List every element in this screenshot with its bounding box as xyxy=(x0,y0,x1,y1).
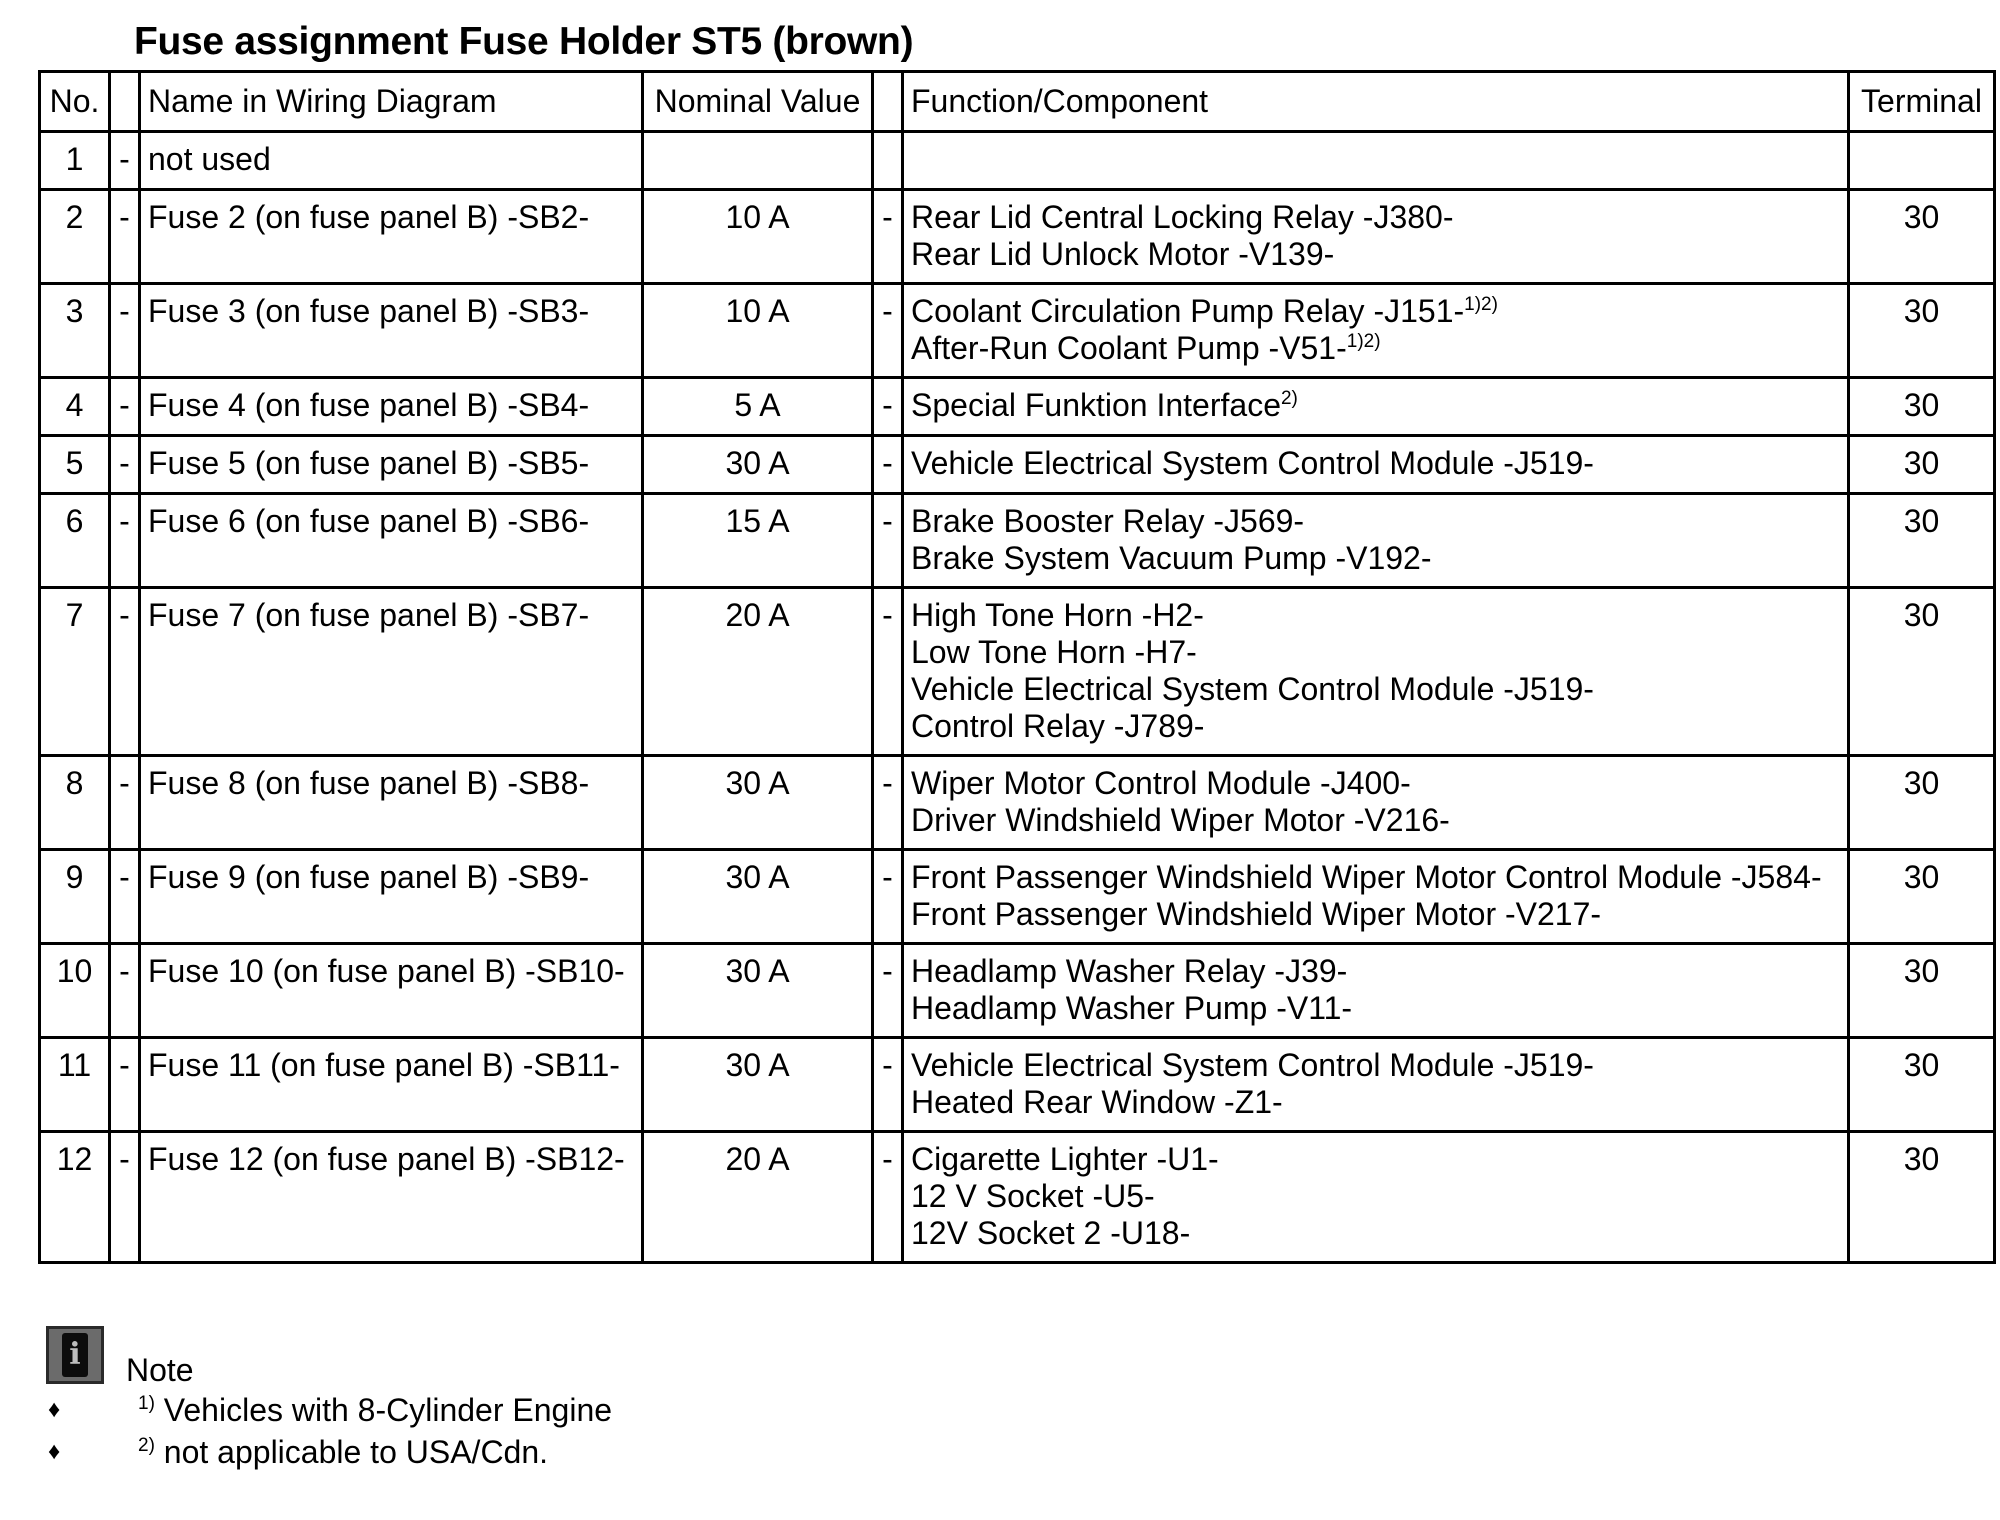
separator-dash-cell: - xyxy=(873,284,903,378)
nominal-value-cell: 30 A xyxy=(643,850,873,944)
fuse-number-cell: 8 xyxy=(40,756,110,850)
function-component-cell xyxy=(903,284,1849,378)
table-row xyxy=(40,1038,1995,1132)
terminal-cell: 30 xyxy=(1849,944,1995,1038)
nominal-value-cell xyxy=(643,132,873,190)
terminal-cell: 30 xyxy=(1849,588,1995,756)
function-component-cell xyxy=(903,132,1849,190)
footnote-marker: 1)2) xyxy=(1464,294,1498,315)
function-line xyxy=(911,708,1840,745)
fuse-number-cell: 10 xyxy=(40,944,110,1038)
wiring-diagram-name-cell: Fuse 3 (on fuse panel B) -SB3- xyxy=(140,284,643,378)
function-text: Brake System Vacuum Pump -V192- xyxy=(911,540,1432,576)
fuse-number-cell: 2 xyxy=(40,190,110,284)
function-line xyxy=(911,896,1840,933)
terminal-cell: 30 xyxy=(1849,494,1995,588)
function-line xyxy=(911,330,1840,367)
info-icon: i xyxy=(46,1326,104,1384)
nominal-value-cell: 5 A xyxy=(643,378,873,436)
fuse-number-cell: 4 xyxy=(40,378,110,436)
separator-dash-cell: - xyxy=(873,850,903,944)
function-line xyxy=(911,1178,1840,1215)
function-text: Front Passenger Windshield Wiper Motor Control Module -J584- xyxy=(911,859,1822,895)
function-line xyxy=(911,953,1840,990)
column-header-terminal: Terminal xyxy=(1849,72,1995,132)
column-header-function: Function/Component xyxy=(903,72,1849,132)
footnote-marker: 1) xyxy=(138,1393,155,1414)
function-text: After-Run Coolant Pump -V51- xyxy=(911,330,1347,366)
separator-dash-cell xyxy=(873,132,903,190)
function-line xyxy=(911,503,1840,540)
separator-dash-cell: - xyxy=(110,436,140,494)
function-text: Wiper Motor Control Module -J400- xyxy=(911,765,1411,801)
nominal-value-cell: 30 A xyxy=(643,436,873,494)
fuse-number-cell: 11 xyxy=(40,1038,110,1132)
function-component-cell xyxy=(903,1038,1849,1132)
terminal-cell: 30 xyxy=(1849,1132,1995,1263)
function-line xyxy=(911,671,1840,708)
table-row xyxy=(40,588,1995,756)
wiring-diagram-name-cell: Fuse 9 (on fuse panel B) -SB9- xyxy=(140,850,643,944)
fuse-number-cell: 12 xyxy=(40,1132,110,1263)
function-line xyxy=(911,859,1840,896)
terminal-cell: 30 xyxy=(1849,190,1995,284)
function-component-cell xyxy=(903,588,1849,756)
note-text: Vehicles with 8-Cylinder Engine xyxy=(154,1392,613,1428)
function-text: Front Passenger Windshield Wiper Motor -V217- xyxy=(911,896,1602,932)
function-component-cell xyxy=(903,756,1849,850)
function-component-cell xyxy=(903,436,1849,494)
footnote-marker: 2) xyxy=(1280,388,1298,409)
diamond-bullet-icon: ♦ xyxy=(48,1438,61,1465)
function-line xyxy=(911,1047,1840,1084)
function-line xyxy=(911,540,1840,577)
wiring-diagram-name-cell: Fuse 10 (on fuse panel B) -SB10- xyxy=(140,944,643,1038)
separator-dash-cell: - xyxy=(873,494,903,588)
terminal-cell: 30 xyxy=(1849,436,1995,494)
fuse-number-cell: 9 xyxy=(40,850,110,944)
function-text: Driver Windshield Wiper Motor -V216- xyxy=(911,802,1450,838)
diamond-bullet-icon: ♦ xyxy=(48,1396,61,1423)
nominal-value-cell: 30 A xyxy=(643,944,873,1038)
fuse-number-cell: 1 xyxy=(40,132,110,190)
table-row xyxy=(40,944,1995,1038)
function-text: Headlamp Washer Pump -V11- xyxy=(911,990,1353,1026)
function-text: Special Funktion Interface xyxy=(911,387,1281,423)
terminal-cell xyxy=(1849,132,1995,190)
table-row xyxy=(40,756,1995,850)
function-text: Rear Lid Unlock Motor -V139- xyxy=(911,236,1335,272)
function-line xyxy=(911,1141,1840,1178)
terminal-cell: 30 xyxy=(1849,756,1995,850)
wiring-diagram-name-cell: Fuse 8 (on fuse panel B) -SB8- xyxy=(140,756,643,850)
column-header-separator xyxy=(873,72,903,132)
function-line xyxy=(911,765,1840,802)
table-header-row xyxy=(40,72,1995,132)
function-line xyxy=(911,236,1840,273)
fuse-number-cell: 7 xyxy=(40,588,110,756)
function-line xyxy=(911,1215,1840,1252)
wiring-diagram-name-cell: Fuse 7 (on fuse panel B) -SB7- xyxy=(140,588,643,756)
separator-dash-cell: - xyxy=(110,850,140,944)
separator-dash-cell: - xyxy=(873,944,903,1038)
separator-dash-cell: - xyxy=(110,284,140,378)
function-component-cell xyxy=(903,1132,1849,1263)
separator-dash-cell: - xyxy=(873,588,903,756)
separator-dash-cell: - xyxy=(873,756,903,850)
page-title: Fuse assignment Fuse Holder ST5 (brown) xyxy=(134,20,914,63)
separator-dash-cell: - xyxy=(110,190,140,284)
nominal-value-cell: 10 A xyxy=(643,190,873,284)
function-text: High Tone Horn -H2- xyxy=(911,597,1204,633)
footnote-marker: 1)2) xyxy=(1346,331,1381,352)
column-header-nominal-value: Nominal Value xyxy=(643,72,873,132)
function-component-cell xyxy=(903,850,1849,944)
nominal-value-cell: 30 A xyxy=(643,756,873,850)
column-header-no: No. xyxy=(40,72,110,132)
nominal-value-cell: 30 A xyxy=(643,1038,873,1132)
wiring-diagram-name-cell: Fuse 4 (on fuse panel B) -SB4- xyxy=(140,378,643,436)
separator-dash-cell: - xyxy=(110,494,140,588)
separator-dash-cell: - xyxy=(110,588,140,756)
function-text: Low Tone Horn -H7- xyxy=(911,634,1197,670)
table-row xyxy=(40,1132,1995,1263)
function-text: 12V Socket 2 -U18- xyxy=(911,1215,1191,1251)
separator-dash-cell: - xyxy=(110,132,140,190)
function-line xyxy=(911,597,1840,634)
function-line xyxy=(911,387,1840,424)
table-row xyxy=(40,284,1995,378)
separator-dash-cell: - xyxy=(110,944,140,1038)
wiring-diagram-name-cell: Fuse 2 (on fuse panel B) -SB2- xyxy=(140,190,643,284)
function-component-cell xyxy=(903,494,1849,588)
terminal-cell: 30 xyxy=(1849,378,1995,436)
function-line xyxy=(911,802,1840,839)
function-text: Heated Rear Window -Z1- xyxy=(911,1084,1283,1120)
table-row xyxy=(40,190,1995,284)
function-text: Vehicle Electrical System Control Module -J519- xyxy=(911,1047,1594,1083)
table-row xyxy=(40,494,1995,588)
function-line xyxy=(911,634,1840,671)
separator-dash-cell: - xyxy=(873,436,903,494)
column-header-name: Name in Wiring Diagram xyxy=(140,72,643,132)
separator-dash-cell: - xyxy=(110,378,140,436)
function-line xyxy=(911,990,1840,1027)
column-header-separator xyxy=(110,72,140,132)
note-item xyxy=(46,1390,746,1430)
terminal-cell: 30 xyxy=(1849,1038,1995,1132)
nominal-value-cell: 20 A xyxy=(643,588,873,756)
wiring-diagram-name-cell: Fuse 5 (on fuse panel B) -SB5- xyxy=(140,436,643,494)
separator-dash-cell: - xyxy=(110,1132,140,1263)
note-text: not applicable to USA/Cdn. xyxy=(154,1434,549,1470)
separator-dash-cell: - xyxy=(873,190,903,284)
terminal-cell: 30 xyxy=(1849,850,1995,944)
function-component-cell xyxy=(903,190,1849,284)
terminal-cell: 30 xyxy=(1849,284,1995,378)
wiring-diagram-name-cell: not used xyxy=(140,132,643,190)
wiring-diagram-name-cell: Fuse 12 (on fuse panel B) -SB12- xyxy=(140,1132,643,1263)
function-text: Headlamp Washer Relay -J39- xyxy=(911,953,1348,989)
function-component-cell xyxy=(903,378,1849,436)
function-text: Vehicle Electrical System Control Module -J519- xyxy=(911,445,1594,481)
function-line xyxy=(911,293,1840,330)
separator-dash-cell: - xyxy=(110,756,140,850)
separator-dash-cell: - xyxy=(873,1038,903,1132)
table-row xyxy=(40,850,1995,944)
function-component-cell xyxy=(903,944,1849,1038)
wiring-diagram-name-cell: Fuse 11 (on fuse panel B) -SB11- xyxy=(140,1038,643,1132)
wiring-diagram-name-cell: Fuse 6 (on fuse panel B) -SB6- xyxy=(140,494,643,588)
table-row xyxy=(40,132,1995,190)
note-item xyxy=(46,1432,746,1472)
nominal-value-cell: 10 A xyxy=(643,284,873,378)
function-text: 12 V Socket -U5- xyxy=(911,1178,1155,1214)
table-row xyxy=(40,378,1995,436)
function-text: Rear Lid Central Locking Relay -J380- xyxy=(911,199,1454,235)
note-heading: Note xyxy=(126,1352,194,1388)
function-line xyxy=(911,445,1840,482)
separator-dash-cell: - xyxy=(110,1038,140,1132)
fuse-number-cell: 6 xyxy=(40,494,110,588)
table-row xyxy=(40,436,1995,494)
footnote-marker: 2) xyxy=(138,1435,155,1456)
fuse-number-cell: 3 xyxy=(40,284,110,378)
function-text: Vehicle Electrical System Control Module -J519- xyxy=(911,671,1594,707)
function-line xyxy=(911,1084,1840,1121)
function-text: Cigarette Lighter -U1- xyxy=(911,1141,1219,1177)
separator-dash-cell: - xyxy=(873,378,903,436)
separator-dash-cell: - xyxy=(873,1132,903,1263)
nominal-value-cell: 20 A xyxy=(643,1132,873,1263)
function-text: Control Relay -J789- xyxy=(911,708,1205,744)
table-body xyxy=(40,132,1995,1263)
function-text: Coolant Circulation Pump Relay -J151- xyxy=(911,293,1465,329)
function-text: Brake Booster Relay -J569- xyxy=(911,503,1305,539)
nominal-value-cell: 15 A xyxy=(643,494,873,588)
fuse-number-cell: 5 xyxy=(40,436,110,494)
function-line xyxy=(911,199,1840,236)
fuse-assignment-table xyxy=(38,70,1996,1264)
